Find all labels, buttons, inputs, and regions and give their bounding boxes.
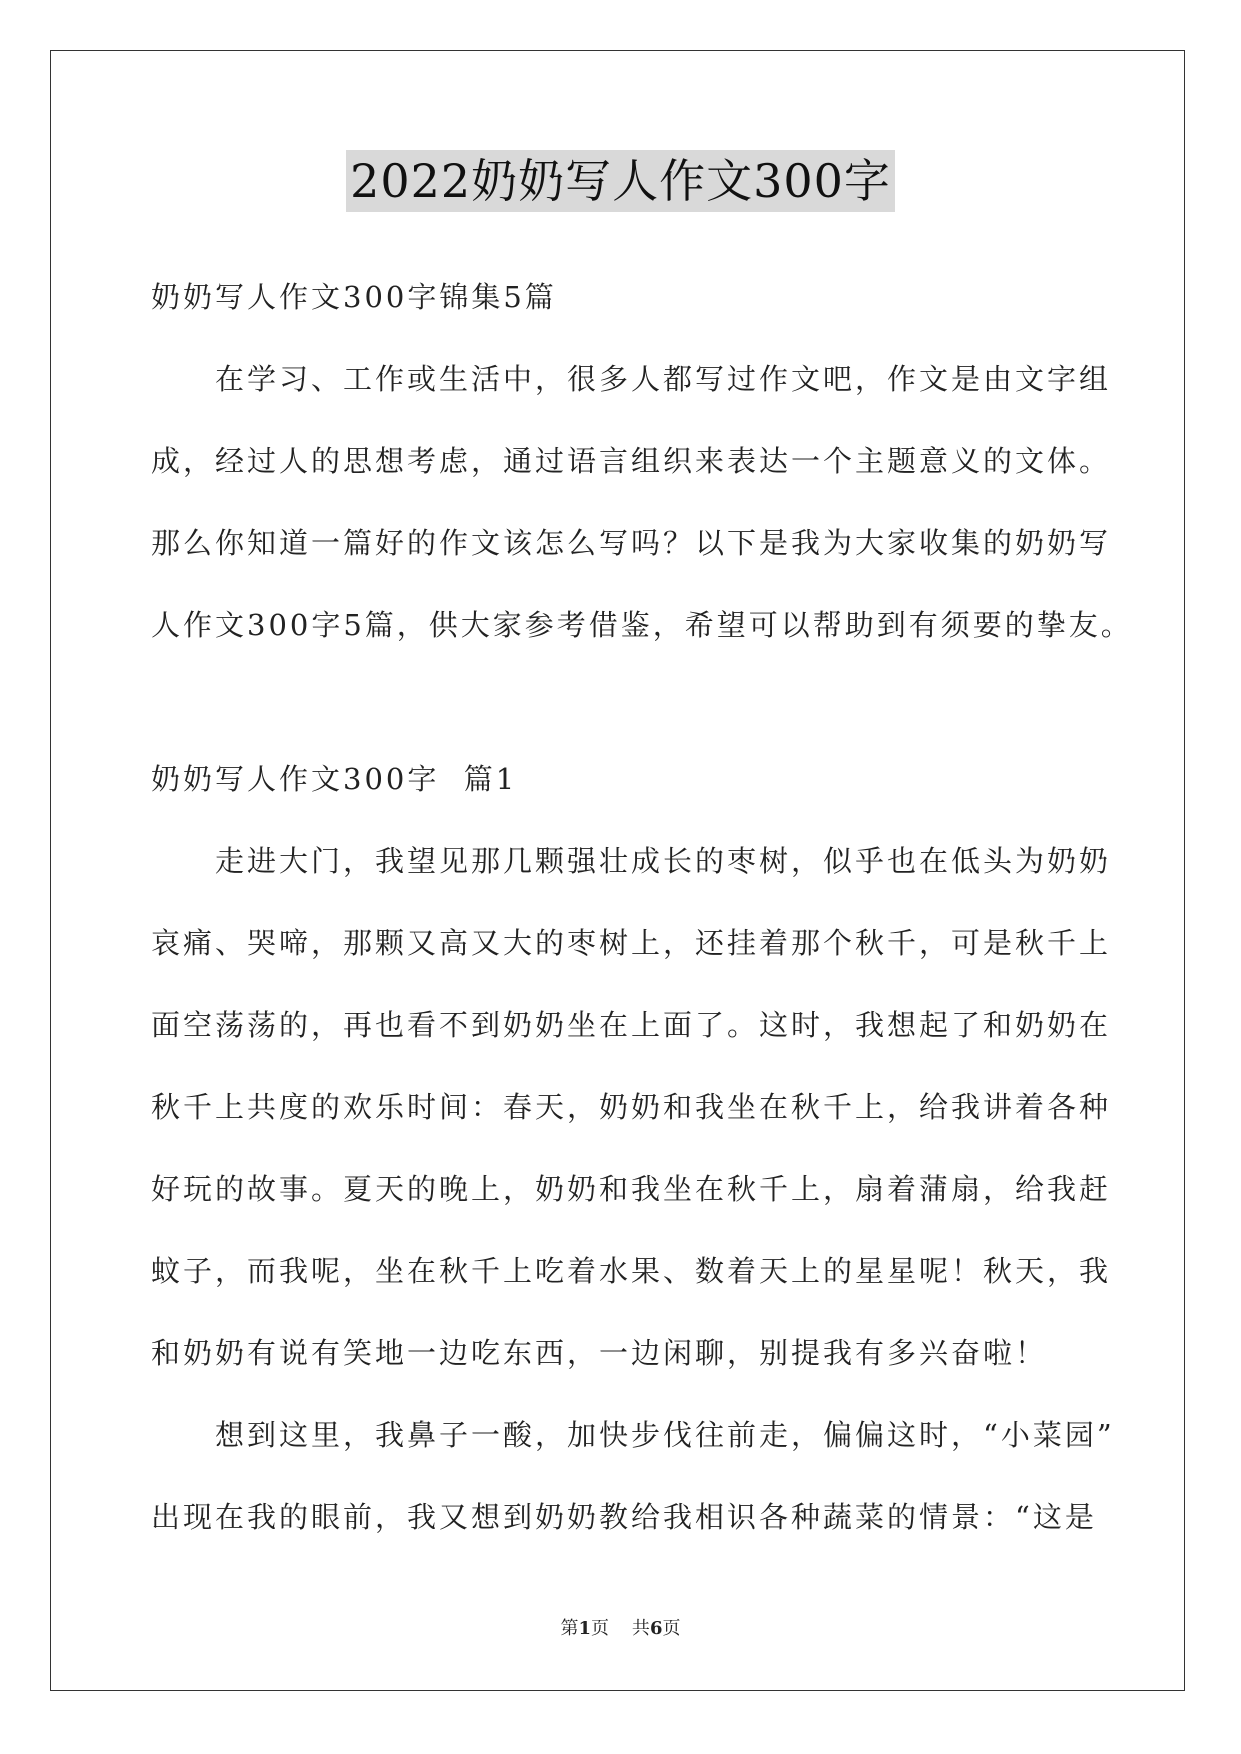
paragraph-line: 秋千上共度的欢乐时间：春天，奶奶和我坐在秋千上，给我讲着各种: [151, 1090, 1112, 1124]
paragraph-line: 好玩的故事。夏天的晚上，奶奶和我坐在秋千上，扇着蒲扇，给我赶: [151, 1172, 1112, 1206]
page-current: 1: [578, 1618, 592, 1639]
paragraph-1: [151, 820, 1112, 1394]
document-title: 2022奶奶写人作文300字: [346, 150, 895, 212]
paragraph-2: [151, 1394, 1115, 1558]
page-prefix: 第: [560, 1618, 579, 1639]
page-mid: 页 共: [591, 1618, 650, 1639]
intro-line: 在学习、工作或生活中，很多人都写过作文吧，作文是由文字组: [215, 362, 1112, 396]
paragraph-line: 蚊子，而我呢，坐在秋千上吃着水果、数着天上的星星呢！秋天，我: [151, 1254, 1112, 1288]
intro-line: 成，经过人的思想考虑，通过语言组织来表达一个主题意义的文体。: [151, 444, 1112, 478]
intro-line: 那么你知道一篇好的作文该怎么写吗？以下是我为大家收集的奶奶写: [151, 526, 1112, 560]
paragraph-line: 走进大门，我望见那几颗强壮成长的枣树，似乎也在低头为奶奶: [215, 844, 1112, 878]
paragraph-line: 想到这里，我鼻子一酸，加快步伐往前走，偏偏这时，“小菜园”: [215, 1418, 1115, 1452]
page-suffix: 页: [662, 1618, 681, 1639]
section-heading: 奶奶写人作文300字 篇1: [151, 762, 518, 796]
paragraph-line: 和奶奶有说有笑地一边吃东西，一边闲聊，别提我有多兴奋啦！: [151, 1336, 1048, 1370]
paragraph-line: 出现在我的眼前，我又想到奶奶教给我相识各种蔬菜的情景：“这是: [151, 1500, 1097, 1534]
paragraph-line: 面空荡荡的，再也看不到奶奶坐在上面了。这时，我想起了和奶奶在: [151, 1008, 1112, 1042]
paragraph-line: 哀痛、哭啼，那颗又高又大的枣树上，还挂着那个秋千，可是秋千上: [151, 926, 1112, 960]
intro-paragraph: [151, 338, 1133, 666]
intro-line: 人作文300字5篇，供大家参考借鉴，希望可以帮助到有须要的挚友。: [151, 608, 1133, 642]
section-gap: [151, 666, 1091, 738]
document-subtitle: 奶奶写人作文300字锦集5篇: [151, 280, 557, 314]
document-body: [151, 256, 1133, 1558]
page-footer: [0, 1614, 1241, 1640]
title-container: [0, 150, 1241, 212]
page-total: 6: [649, 1618, 663, 1639]
